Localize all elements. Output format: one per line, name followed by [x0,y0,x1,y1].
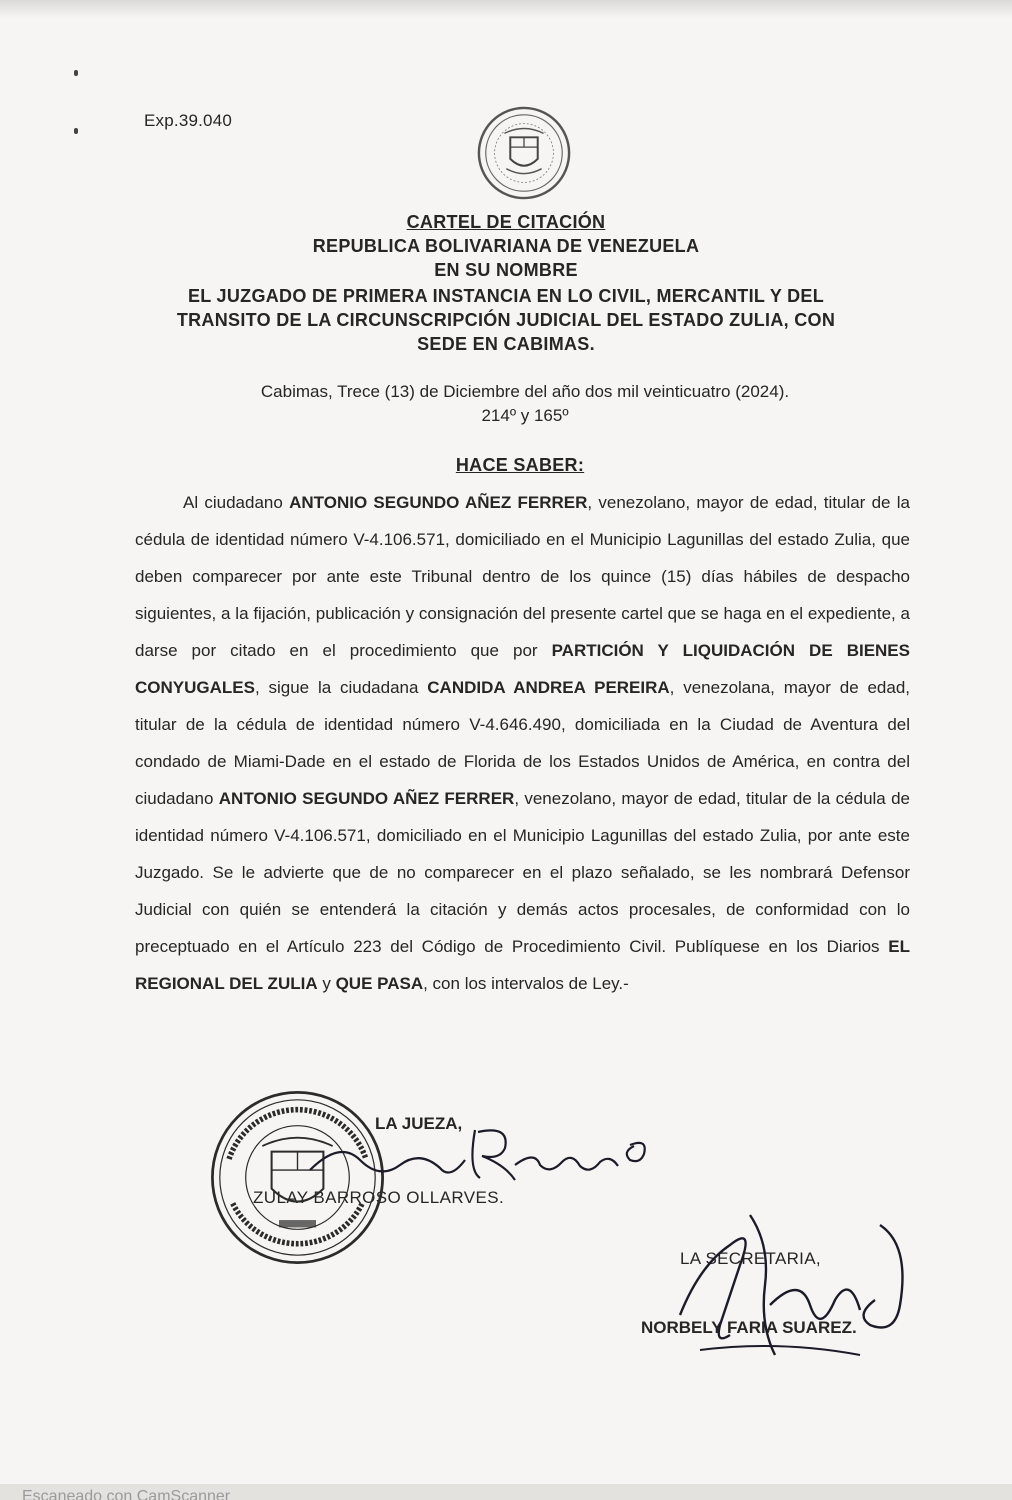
judge-signature-icon [300,1120,660,1200]
body-text: y [317,974,336,993]
header-country: REPUBLICA BOLIVARIANA DE VENEZUELA [312,236,700,256]
secretary-signature-icon [660,1205,920,1380]
plaintiff-name: CANDIDA ANDREA PEREIRA [427,678,670,697]
scan-speck [74,128,78,134]
header-in-name: EN SU NOMBRE [434,260,578,280]
scan-edge [0,0,1012,18]
expediente-number: Exp.39.040 [144,111,233,130]
court-name-line-2: TRANSITO DE LA CIRCUNSCRIPCIÓN JUDICIAL DEL ESTADO ZULIA, CON [176,310,836,330]
scan-speck [74,70,78,76]
scanner-watermark: Escaneado con CamScanner [22,1488,231,1500]
coat-of-arms-seal-icon [475,104,573,202]
judge-name: ZULAY BARROSO OLLARVES. [253,1188,505,1207]
years-line: 214º y 165º [481,406,569,425]
citation-paragraph [135,484,910,1002]
court-name-line-3: SEDE EN CABIMAS. [417,334,595,354]
defendant-name: ANTONIO SEGUNDO AÑEZ FERRER [289,493,588,512]
newspaper-name: QUE PASA [335,974,424,993]
body-text: , sigue la ciudadana [254,678,428,697]
body-text: , venezolana, mayor de edad, titular de la cédula de identidad número V-4.646.490, domiciliada en la Ciudad de Aventura del condado de Miami-Dade en el estado de Florida de los Estados Unidos de América, en contra del ciudadano [135,678,910,808]
hace-saber-heading: HACE SABER: [455,455,585,475]
newspaper-name: EL REGIONAL DEL ZULIA [135,937,910,993]
body-text: , venezolano, mayor de edad, titular de la cédula de identidad número V-4.106.571, domiciliado en el Municipio Lagunillas del estado Zulia, por ante este Juzgado. Se le advierte que de no comparecer en el plazo señalado, se les nombrará Defensor Judicial con quién se entenderá la citación y demás actos procesales, de conformidad con lo preceptuado en el Artículo 223 del Código de Procedimiento Civil. Publíquese en los Diarios [135,789,910,956]
judge-title: LA JUEZA, [375,1114,463,1133]
body-text: , venezolano, mayor de edad, titular de la cédula de identidad número V-4.106.571, domiciliado en el Municipio Lagunillas del estado Zulia, que deben comparecer por ante este Tribunal dentro de los quince (15) días hábiles de despacho siguientes, a la fijación, publicación y consignación del presente cartel que se haga en el expediente, a darse por citado en el procedimiento que por [135,493,910,660]
secretary-name: NORBELY FARIA SUAREZ. [641,1318,857,1337]
body-text: , con los intervalos de Ley.- [423,974,629,993]
court-name-line-1: EL JUZGADO DE PRIMERA INSTANCIA EN LO CIVIL, MERCANTIL Y DEL [187,286,825,306]
scanner-footer [0,1484,1012,1500]
document-title: CARTEL DE CITACIÓN [406,212,606,232]
body-text: Al ciudadano [183,493,290,512]
place-date: Cabimas, Trece (13) de Diciembre del año dos mil veinticuatro (2024). [260,382,790,401]
procedure-name: PARTICIÓN Y LIQUIDACIÓN DE BIENES CONYUGALES [135,641,910,697]
defendant-name: ANTONIO SEGUNDO AÑEZ FERRER [218,789,515,808]
secretary-title: LA SECRETARIA, [680,1249,821,1268]
citation-body [135,484,910,1002]
